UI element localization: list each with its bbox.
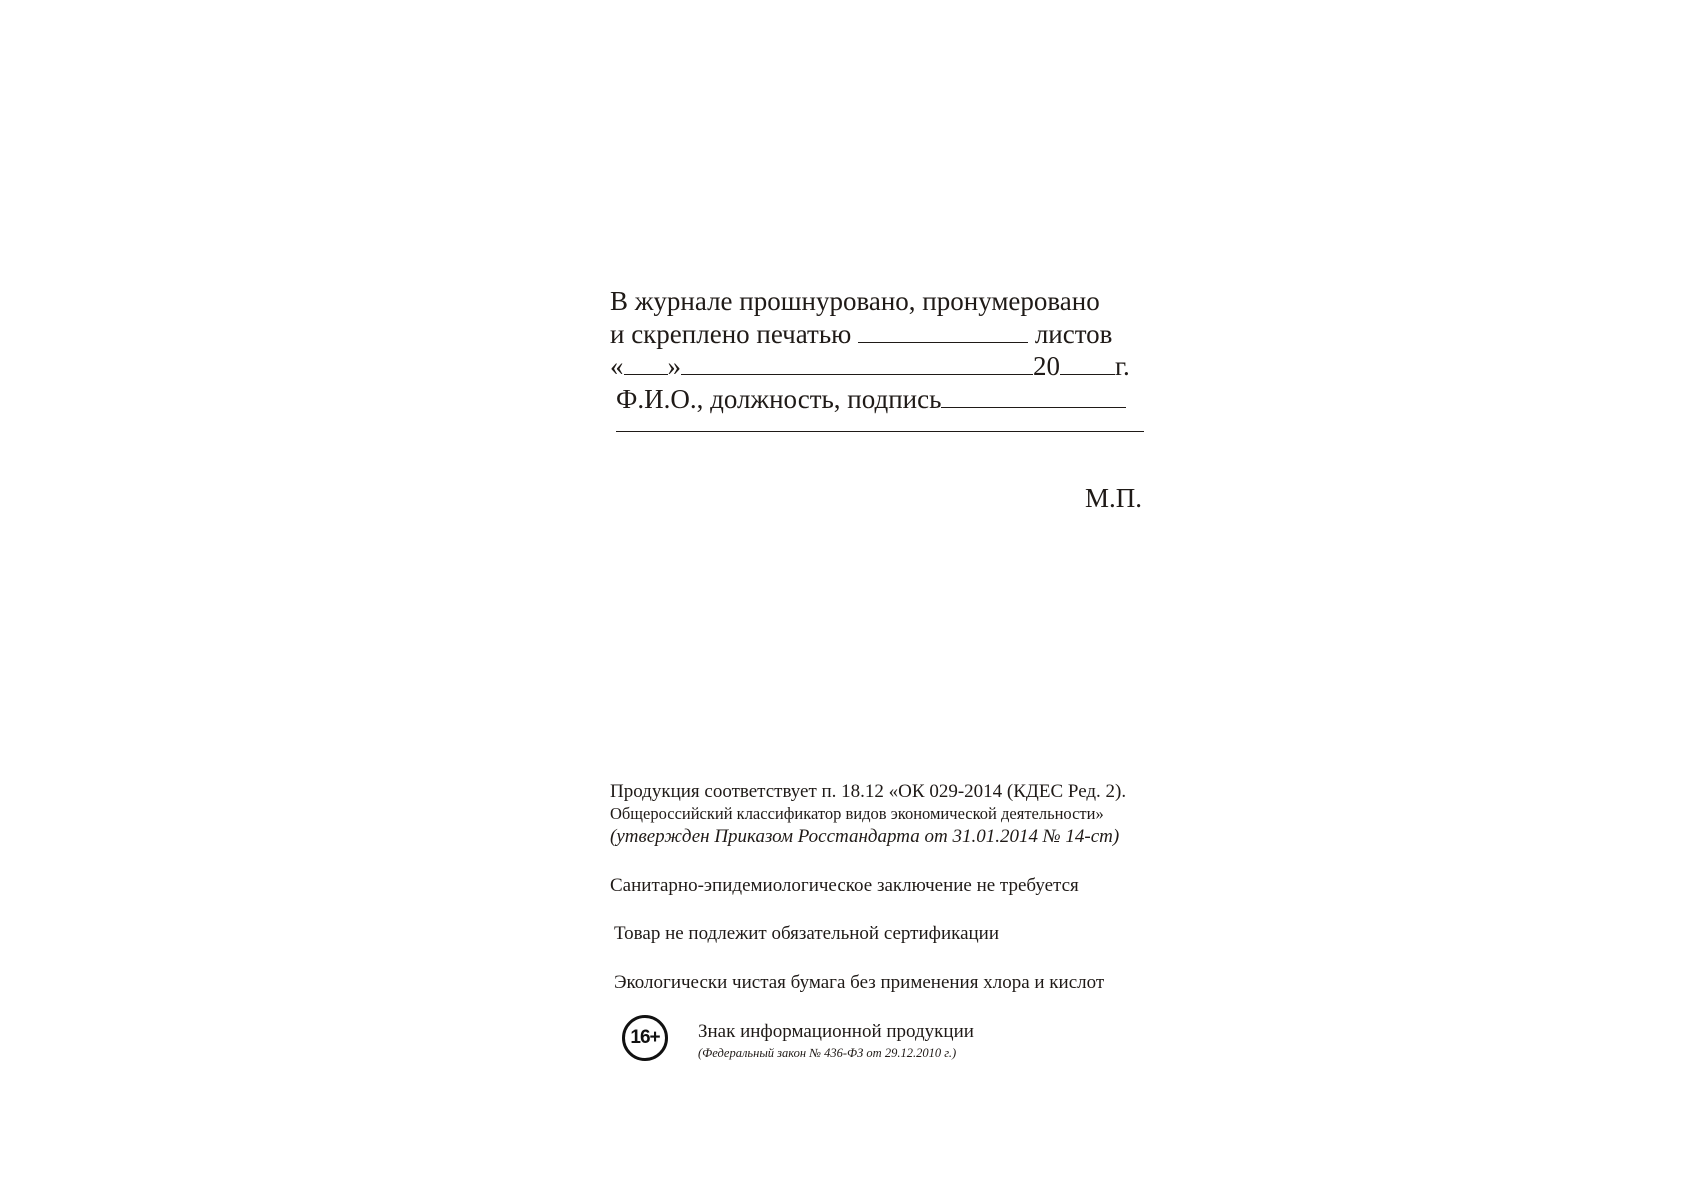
extra-signature-blank (616, 427, 1144, 432)
sheet-count-blank (858, 320, 1028, 343)
signature-label: Ф.И.О., должность, подпись (616, 383, 942, 414)
date-close-quote: » (667, 351, 681, 381)
signature-blank (941, 385, 1126, 408)
sealed-text: и скреплено печатью (610, 318, 852, 349)
conformity-line-1: Продукция соответствует п. 18.12 «ОК 029-2014 (КДЕС Ред. 2). (610, 781, 1127, 802)
conformity-line-2: Общероссийский классификатор видов экономической деятельности» (610, 804, 1104, 823)
stamp-place-label: М.П. (1085, 483, 1143, 513)
certification-date-line (610, 350, 1150, 383)
sanitary-note: Санитарно-эпидемиологическое заключение не требуется (610, 875, 1079, 896)
certification-line-2 (610, 318, 1150, 351)
certification-block (610, 285, 1150, 432)
signature-line (610, 383, 1150, 416)
age-rating-badge: 16+ (622, 1015, 668, 1061)
conformity-line-3: (утвержден Приказом Росстандарта от 31.01.2014 № 14-ст) (610, 826, 1120, 847)
certification-line-1: В журнале прошнуровано, пронумеровано (610, 286, 1100, 316)
age-rating-row (622, 1015, 1182, 1067)
certification-note: Товар не подлежит обязательной сертификации (614, 923, 1000, 944)
year-suffix: г. (1115, 351, 1130, 381)
year-blank (1060, 352, 1115, 375)
date-open-quote: « (610, 351, 624, 381)
age-rating-law: (Федеральный закон № 436-ФЗ от 29.12.2010 г.) (698, 1046, 957, 1060)
conformity-block (610, 780, 1170, 849)
sheets-label: листов (1034, 318, 1113, 349)
age-rating-title: Знак информационной продукции (698, 1021, 974, 1042)
day-blank (624, 352, 668, 375)
eco-note: Экологически чистая бумага без применения хлора и кислот (614, 972, 1105, 993)
month-blank (681, 352, 1033, 375)
year-prefix: 20 (1033, 351, 1060, 381)
